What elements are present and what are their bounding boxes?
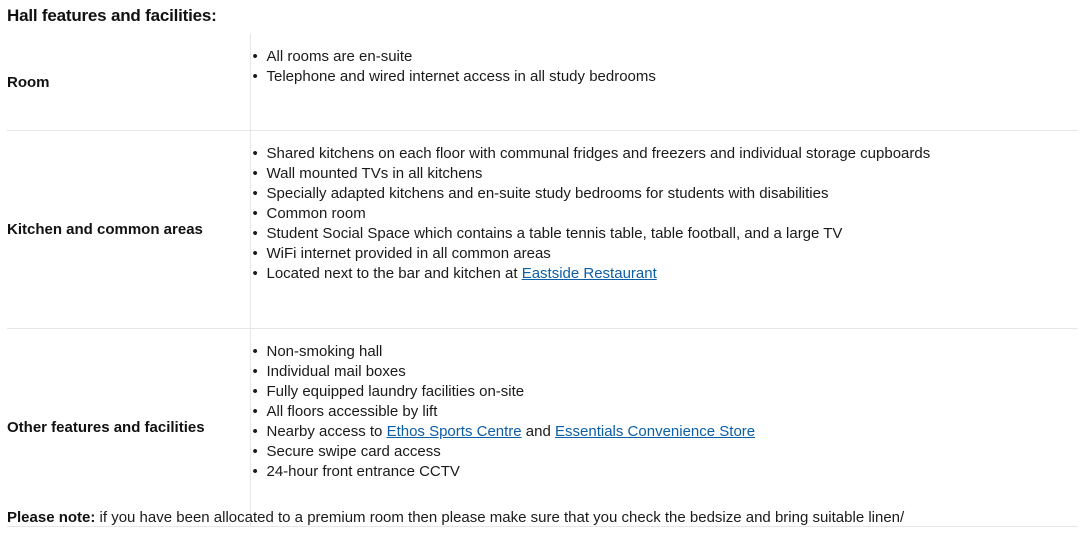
table-row (7, 131, 1078, 329)
section-heading: Hall features and facilities: (7, 6, 217, 25)
bullet-icon: • (252, 383, 258, 400)
facilities-table (7, 34, 1078, 527)
bullet-icon: • (252, 145, 258, 162)
list-item: • Non-smoking hall (252, 343, 383, 360)
list-item: • Telephone and wired internet access in all study bedrooms (252, 68, 656, 85)
feature-list (251, 47, 1079, 87)
row-label-other: Other features and facilities (7, 329, 250, 527)
essentials-convenience-store-link[interactable]: Essentials Convenience Store (555, 423, 756, 440)
feature-list (251, 342, 1079, 482)
bullet-icon: • (252, 403, 258, 420)
bullet-icon: • (252, 423, 258, 440)
bullet-icon: • (252, 245, 258, 262)
note-label: Please note: (7, 509, 96, 526)
feature-list (251, 144, 1079, 284)
list-item: • Located next to the bar and kitchen at Eastside Restaurant (252, 265, 657, 282)
list-item: • WiFi internet provided in all common areas (252, 245, 551, 262)
eastside-restaurant-link[interactable]: Eastside Restaurant (521, 265, 657, 282)
bullet-icon: • (252, 363, 258, 380)
list-item: • Specially adapted kitchens and en-suite study bedrooms for students with disabilities (252, 185, 829, 202)
bullet-icon: • (252, 165, 258, 182)
row-label-kitchen: Kitchen and common areas (7, 131, 250, 329)
list-item: • Shared kitchens on each floor with communal fridges and freezers and individual storage cupboards (252, 145, 931, 162)
row-content-room (250, 34, 1078, 131)
list-item: • Individual mail boxes (252, 363, 406, 380)
bullet-icon: • (252, 68, 258, 85)
list-item: • Common room (252, 205, 366, 222)
list-item: • All rooms are en-suite (252, 48, 413, 65)
table-row (7, 329, 1078, 527)
bullet-icon: • (252, 343, 258, 360)
table-row (7, 34, 1078, 131)
premium-room-note (7, 508, 1077, 528)
row-content-kitchen (250, 131, 1078, 329)
list-item: • Nearby access to Ethos Sports Centre and Essentials Convenience Store (252, 423, 756, 440)
row-content-other (250, 329, 1078, 527)
note-text: if you have been allocated to a premium room then please make sure that you check the bedsize and bring suitable linen/ (95, 509, 905, 526)
bullet-icon: • (252, 443, 258, 460)
bullet-icon: • (252, 265, 258, 282)
list-item: • Student Social Space which contains a table tennis table, table football, and a large TV (252, 225, 843, 242)
bullet-icon: • (252, 48, 258, 65)
list-item: • Wall mounted TVs in all kitchens (252, 165, 483, 182)
list-item: • Fully equipped laundry facilities on-site (252, 383, 525, 400)
bullet-icon: • (252, 225, 258, 242)
bullet-icon: • (252, 205, 258, 222)
row-label-room: Room (7, 34, 250, 131)
bullet-icon: • (252, 185, 258, 202)
bullet-icon: • (252, 463, 258, 480)
list-item: • All floors accessible by lift (252, 403, 438, 420)
ethos-sports-centre-link[interactable]: Ethos Sports Centre (386, 423, 522, 440)
list-item: • 24-hour front entrance CCTV (252, 463, 460, 480)
list-item: • Secure swipe card access (252, 443, 441, 460)
